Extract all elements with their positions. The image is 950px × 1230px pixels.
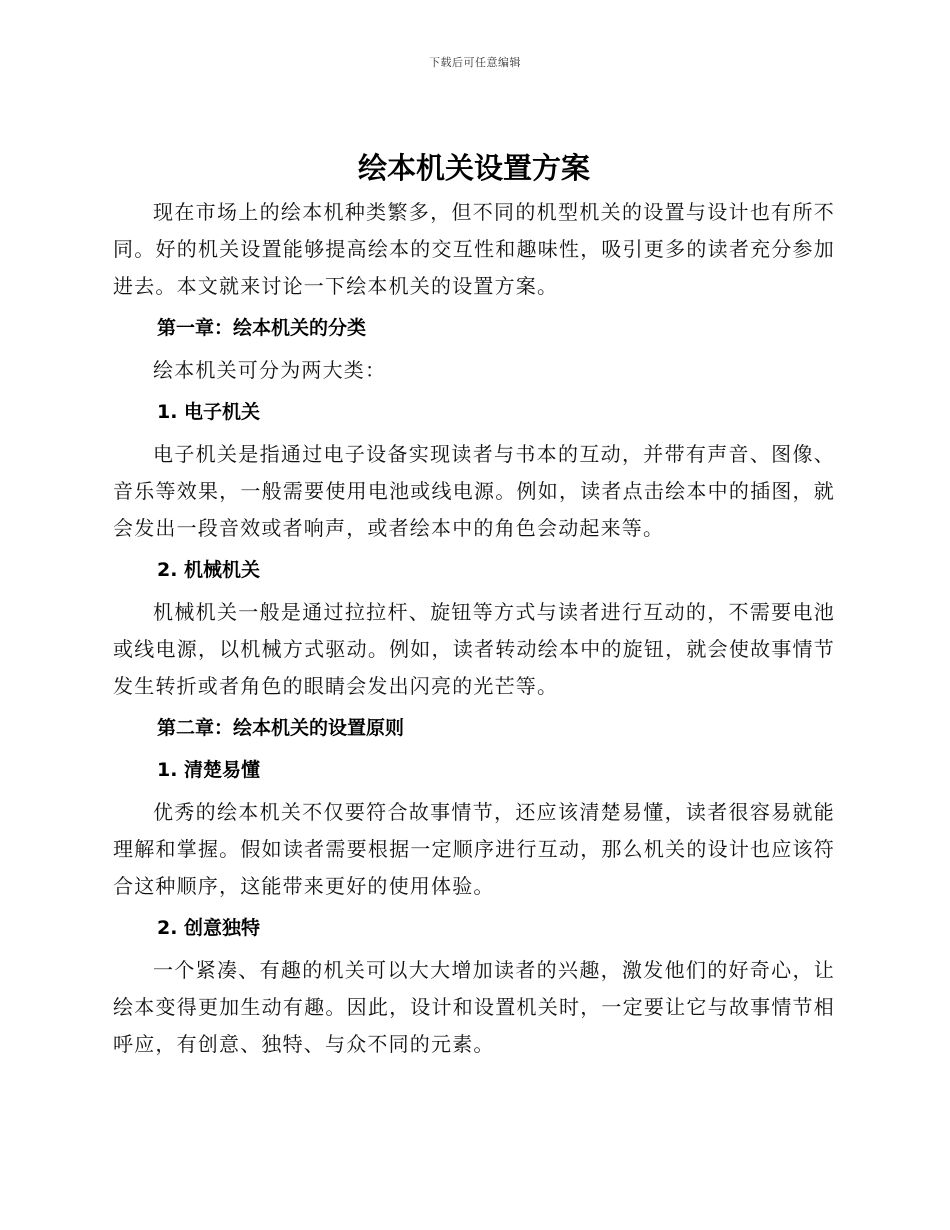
- chapter2-item2-text: 一个紧凑、有趣的机关可以大大增加读者的兴趣，激发他们的好奇心，让绘本变得更加生动有趣。因此，设计和设置机关时，一定要让它与故事情节相呼应，有创意、独特、与众不同的元素。: [113, 958, 835, 1056]
- chapter1-item2-heading: 2. 机械机关: [157, 559, 261, 581]
- document-title: 绘本机关设置方案: [357, 151, 590, 185]
- document-body: [113, 148, 835, 1068]
- intro-paragraph: 现在市场上的绘本机种类繁多，但不同的机型机关的设置与设计也有所不同。好的机关设置能够提高绘本的交互性和趣味性，吸引更多的读者充分参加进去。本文就来讨论一下绘本机关的设置方案。: [113, 200, 835, 298]
- chapter2-item1-heading: 1. 清楚易懂: [157, 759, 261, 781]
- chapter1-item1-text: 电子机关是指通过电子设备实现读者与书本的互动，并带有声音、图像、音乐等效果，一般需要使用电池或线电源。例如，读者点击绘本中的插图，就会发出一段音效或者响声，或者绘本中的角色会动起来等。: [113, 442, 835, 540]
- chapter2-heading: 第二章：绘本机关的设置原则: [157, 717, 405, 739]
- chapter1-item1-heading: 1. 电子机关: [157, 401, 261, 423]
- chapter2-item2-heading: 2. 创意独特: [157, 917, 261, 939]
- chapter1-lead: 绘本机关可分为两大类：: [153, 358, 387, 382]
- chapter1-item2-text: 机械机关一般是通过拉拉杆、旋钮等方式与读者进行互动的，不需要电池或线电源，以机械方式驱动。例如，读者转动绘本中的旋钮，就会使故事情节发生转折或者角色的眼睛会发出闪亮的光芒等。: [113, 600, 835, 698]
- chapter2-item1-text: 优秀的绘本机关不仅要符合故事情节，还应该清楚易懂，读者很容易就能理解和掌握。假如读者需要根据一定顺序进行互动，那么机关的设计也应该符合这种顺序，这能带来更好的使用体验。: [113, 800, 835, 898]
- header-note: 下载后可任意编辑: [429, 56, 521, 69]
- chapter1-heading: 第一章：绘本机关的分类: [157, 317, 367, 339]
